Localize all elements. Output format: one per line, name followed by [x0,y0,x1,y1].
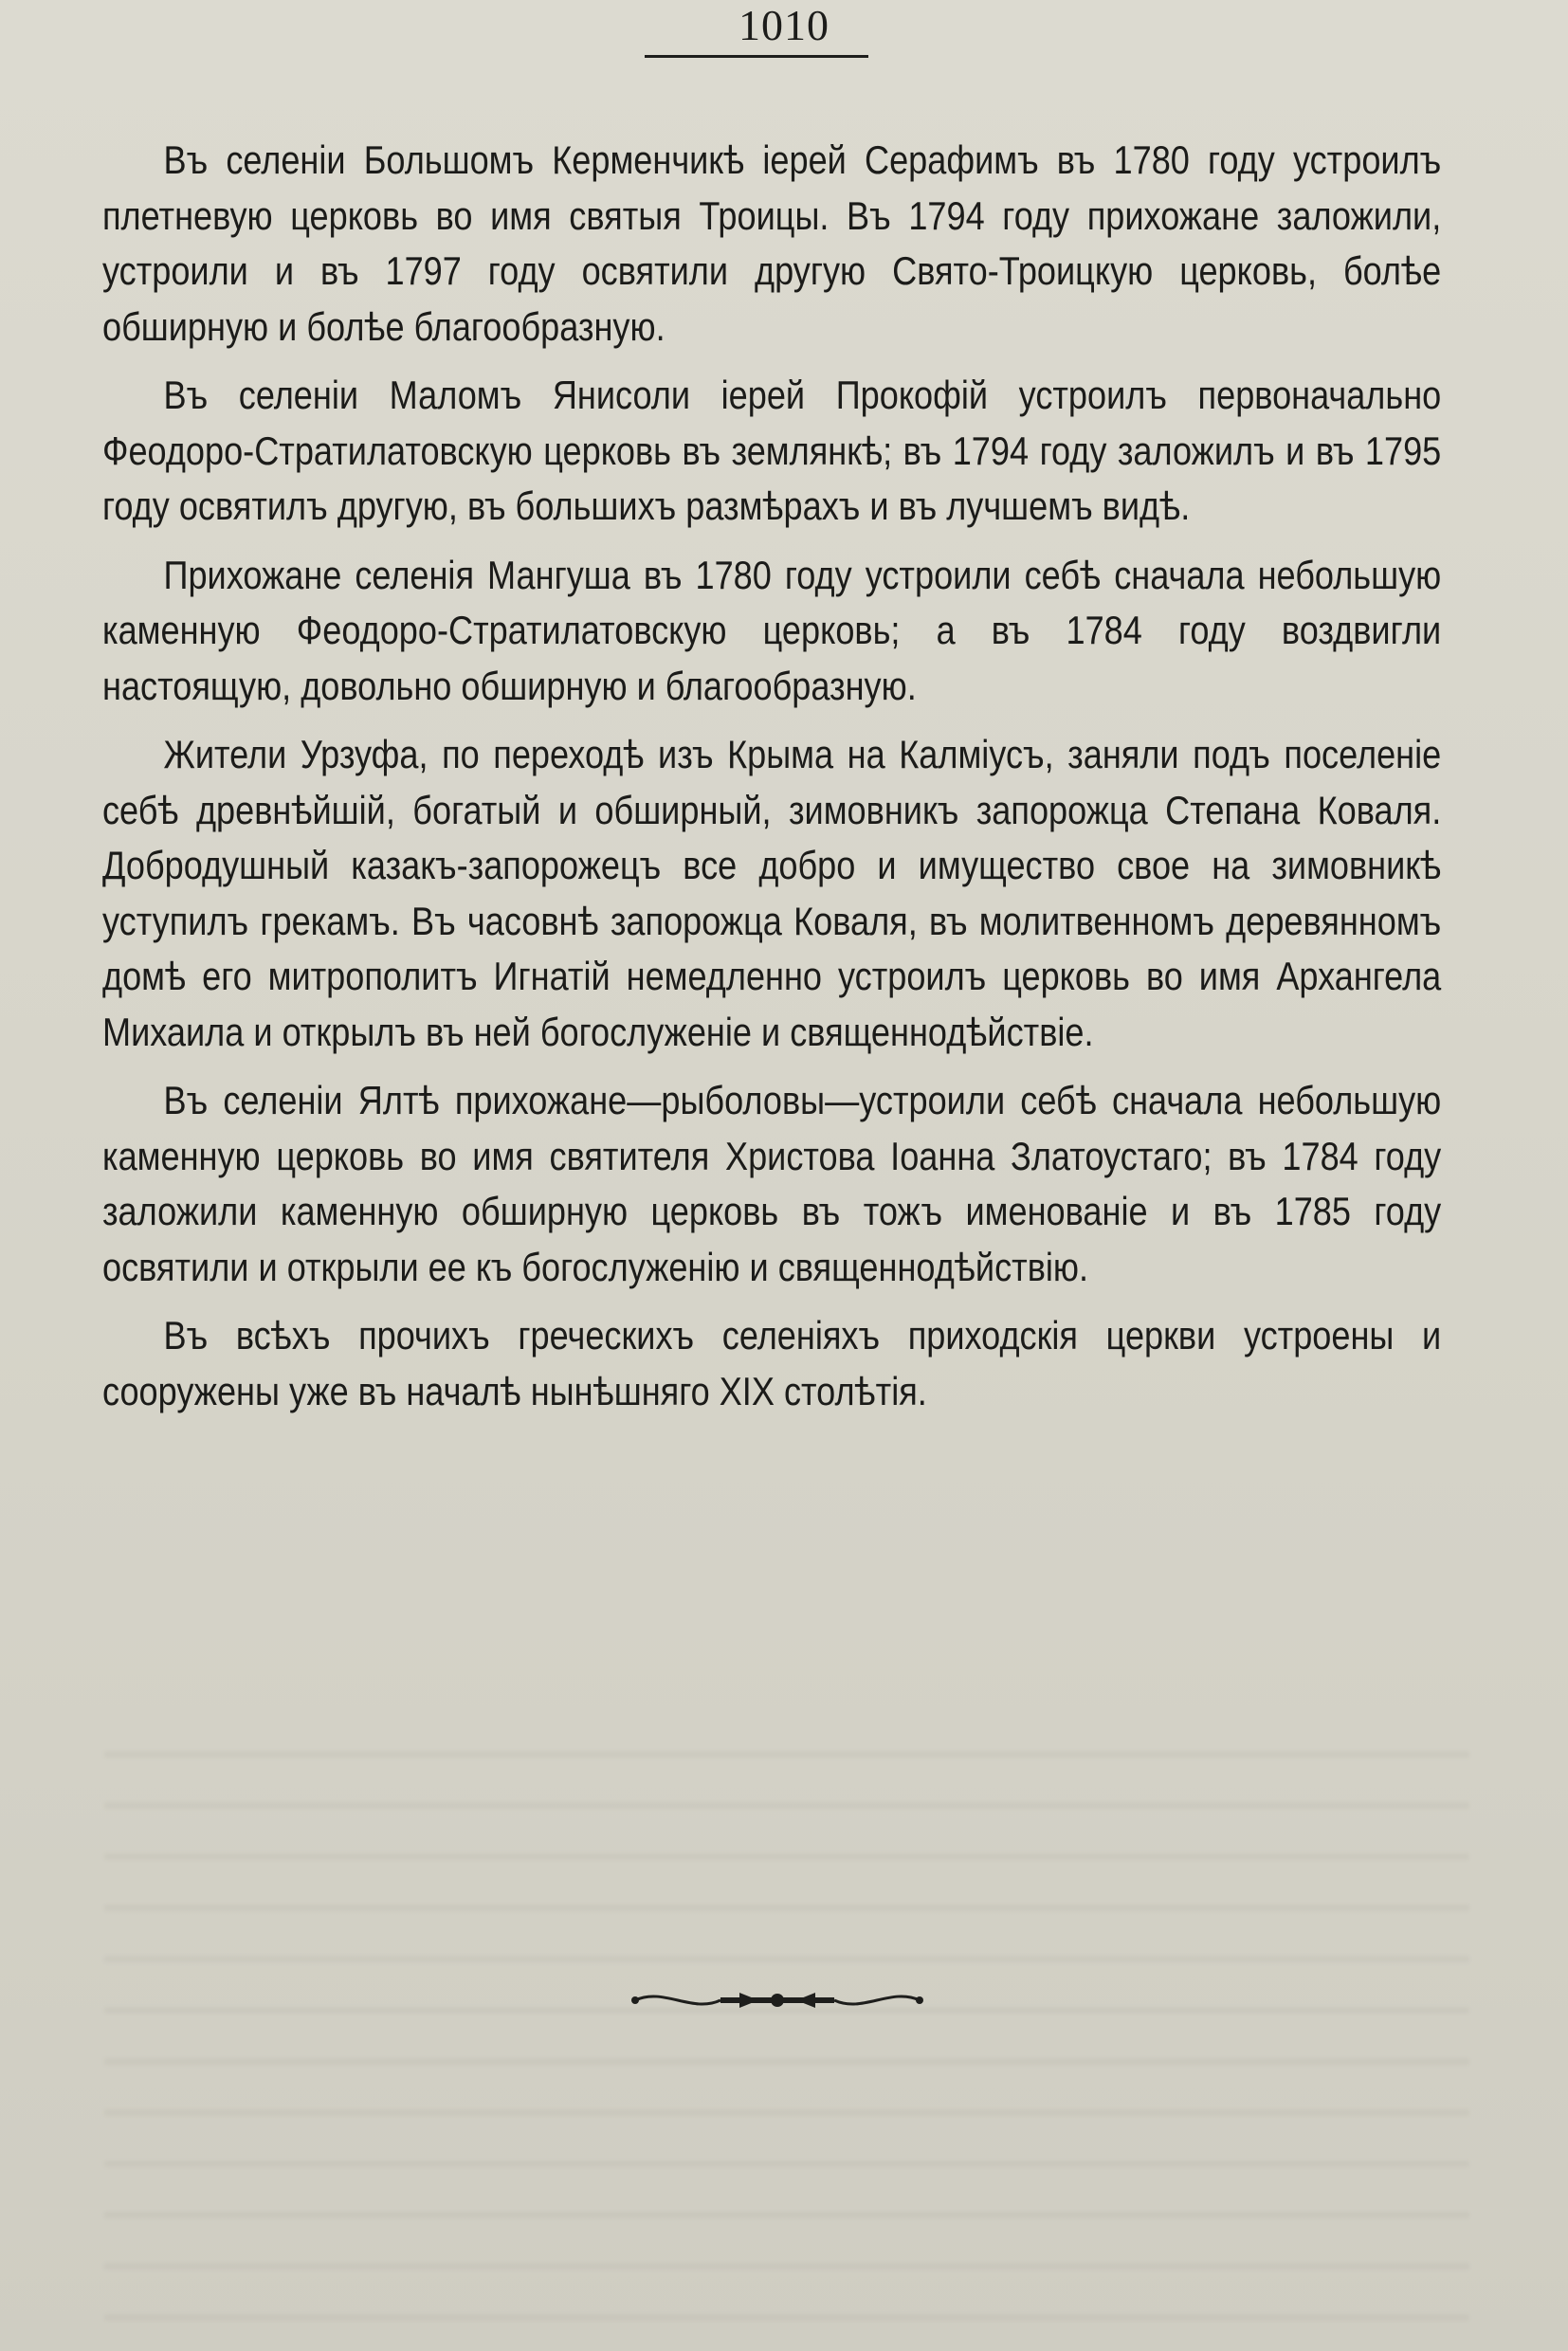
body-text [102,133,1441,1432]
paragraph-maly-yanisol: Въ селеніи Маломъ Янисоли іерей Прокофій устроилъ первоначально Феодоро-Стратилатовскую церковь въ землянкѣ; въ 1794 году заложилъ и въ 1795 году освятилъ другую, въ большихъ размѣрахъ и въ лучшемъ видѣ. [102,373,1442,528]
paragraph-urzuf: Жители Урзуфа, по переходѣ изъ Крыма на Калміусъ, заняли подъ поселеніе себѣ древнѣйшій, богатый и обширный, зимовникъ запорожца Степана Коваля. Добродушный казакъ-запорожецъ все добро и имущество свое на зимовникѣ уступилъ грекамъ. Въ часовнѣ запорожца Коваля, въ молитвенномъ деревянномъ домѣ его митрополитъ Игнатій немедленно устроилъ церковь во имя Архангела Михаила и открылъ въ ней богослуженіе и священнодѣйствіе. [102,732,1442,1054]
paragraph-yalta: Въ селеніи Ялтѣ прихожане—рыболовы—устроили себѣ сначала небольшую каменную церковь во имя святителя Христова Іоанна Златоустаго; въ 1784 году заложили каменную обширную церковь въ тожъ именованіе и въ 1785 году освятили и открыли ее къ богослуженію и священнодѣйствію. [102,1078,1442,1289]
page-number: 1010 [738,1,830,49]
paragraph-other-villages: Въ всѣхъ прочихъ греческихъ селеніяхъ приходскія церкви устроены и сооружены уже въ началѣ нынѣшняго XIX столѣтія. [102,1313,1442,1413]
paragraph-bolshoy-kermenchik: Въ селеніи Большомъ Керменчикѣ іерей Серафимъ въ 1780 году устроилъ плетневую церковь во имя святыя Троицы. Въ 1794 году прихожане заложили, устроили и въ 1797 году освятили другую Свято-Троицкую церковь, болѣе обширную и болѣе благообразную. [102,137,1442,349]
header-rule [645,55,868,58]
paragraph-mangush: Прихожане селенія Мангуша въ 1780 году устроили себѣ сначала небольшую каменную Феодоро-Стратилатовскую церковь; а въ 1784 году воздвигли настоящую, довольно обширную и благообразную. [102,552,1442,708]
show-through-texture [104,1725,1469,2332]
ornament-divider [626,1981,929,2019]
